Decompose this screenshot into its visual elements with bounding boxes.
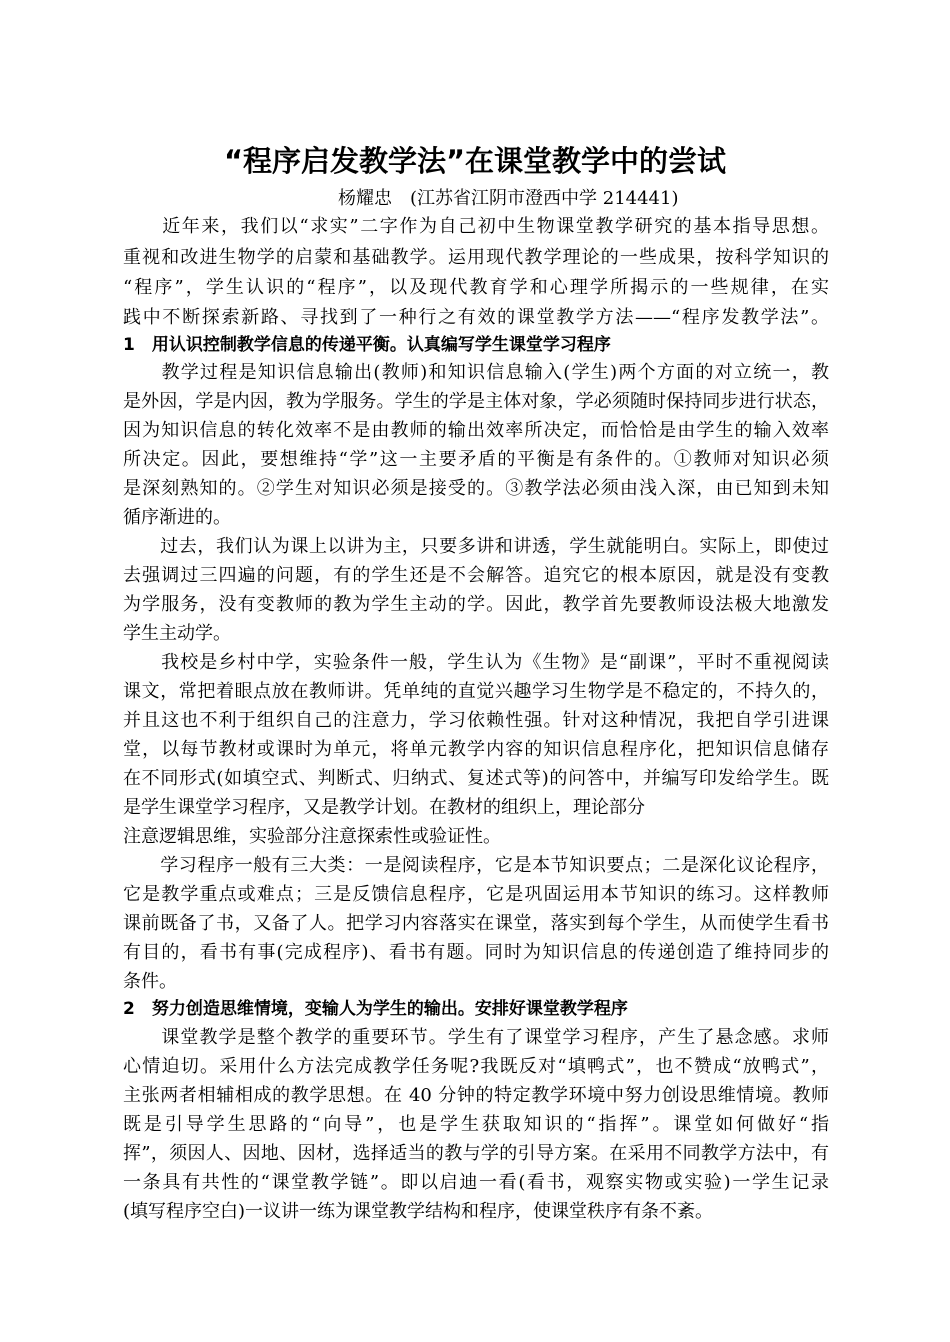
- paragraph-line: 过去，我们认为课上以讲为主，只要多讲和讲透，学生就能明白。实际上，即使过: [123, 536, 829, 557]
- paragraph-line: “程序”，学生认识的“程序”，以及现代教育学和心理学所揭示的一些规律，在实: [123, 277, 829, 298]
- paragraph-line: 去强调过三四遍的问题，有的学生还是不会解答。追究它的根本原因，就是没有变教: [123, 565, 829, 586]
- paragraph-line: 为学服务，没有变教师的教为学生主动的学。因此，教学首先要教师设法极大地激发: [123, 594, 829, 615]
- paragraph-line: 堂，以每节教材或课时为单元，将单元教学内容的知识信息程序化，把知识信息储存: [123, 739, 829, 760]
- paragraph-line: 教学过程是知识信息输出(教师)和知识信息输入(学生)两个方面的对立统一，教: [123, 362, 829, 383]
- paragraph-line: 并且这也不利于组织自己的注意力，学习依赖性强。针对这种情况，我把自学引进课: [123, 710, 829, 731]
- paragraph-line: 条件。: [123, 971, 177, 992]
- section-heading-2: 2 努力创造思维情境，变输人为学生的输出。安排好课堂教学程序: [123, 999, 628, 1019]
- paragraph-line: 课堂教学是整个教学的重要环节。学生有了课堂学习程序，产生了悬念感。求师: [123, 1027, 829, 1048]
- paragraph-line: 重视和改进生物学的启蒙和基础教学。运用现代教学理论的一些成果，按科学知识的: [123, 247, 829, 268]
- paragraph-line: 课文，常把着眼点放在教师讲。凭单纯的直觉兴趣学习生物学是不稳定的，不持久的，: [123, 681, 829, 702]
- section-heading-1: 1 用认识控制教学信息的传递平衡。认真编写学生课堂学习程序: [123, 335, 611, 355]
- paragraph-line: 循序渐进的。: [123, 507, 231, 528]
- paragraph-line: 有目的，看书有事(完成程序)、看书有题。同时为知识信息的传递创造了维持同步的: [123, 942, 829, 963]
- paragraph-line: 注意逻辑思维，实验部分注意探索性或验证性。: [123, 826, 501, 847]
- paragraph-line: 挥”，须因人、因地、因材，选择适当的教与学的引导方案。在采用不同教学方法中，有: [123, 1143, 829, 1164]
- paragraph-line: 近年来，我们以“求实”二字作为自己初中生物课堂教学研究的基本指导思想。: [123, 216, 829, 237]
- paragraph-line: 学生主动学。: [123, 623, 231, 644]
- author-byline: 杨耀忠 (江苏省江阴市澄西中学 214441): [338, 188, 679, 209]
- paragraph-line: 是外因，学是内因，教为学服务。学生的学是主体对象，学必须随时保持同步进行状态，: [123, 391, 829, 412]
- paragraph-line: 践中不断探索新路、寻找到了一种行之有效的课堂教学方法——“程序发教学法”。: [123, 307, 829, 328]
- paragraph-line: 学习程序一般有三大类：一是阅读程序，它是本节知识要点；二是深化议论程序，: [123, 855, 829, 876]
- paragraph-line: 主张两者相辅相成的教学思想。在 40 分钟的特定教学环境中努力创设思维情境。教师: [123, 1085, 829, 1106]
- paragraph-line: 所决定。因此，要想维持“学”这一主要矛盾的平衡是有条件的。①教师对知识必须: [123, 449, 829, 470]
- paragraph-line: 它是教学重点或难点；三是反馈信息程序，它是巩固运用本节知识的练习。这样教师: [123, 884, 829, 905]
- paragraph-line: 是深刻熟知的。②学生对知识必须是接受的。③教学法必须由浅入深，由已知到未知: [123, 478, 829, 499]
- paragraph-line: 在不同形式(如填空式、判断式、归纳式、复述式等)的问答中，并编写印发给学生。既: [123, 768, 829, 789]
- paragraph-line: 是学生课堂学习程序，又是教学计划。在教材的组织上，理论部分: [123, 797, 645, 818]
- paragraph-line: 因为知识信息的转化效率不是由教师的输出效率所决定，而恰恰是由学生的输入效率: [123, 420, 829, 441]
- paragraph-line: 既是引导学生思路的“向导”，也是学生获取知识的“指挥”。课堂如何做好“指: [123, 1114, 829, 1135]
- paragraph-line: (填写程序空白)一议讲一练为课堂教学结构和程序，使课堂秩序有条不紊。: [123, 1201, 714, 1222]
- paragraph-line: 心情迫切。采用什么方法完成教学任务呢?我既反对“填鸭式”，也不赞成“放鸭式”，: [123, 1056, 829, 1077]
- paragraph-line: 我校是乡村中学，实验条件一般，学生认为《生物》是“副课”，平时不重视阅读: [123, 652, 829, 673]
- paragraph-line: 一条具有共性的“课堂教学链”。即以启迪一看(看书，观察实物或实验)一学生记录: [123, 1172, 829, 1193]
- paragraph-line: 课前既备了书，又备了人。把学习内容落实在课堂，落实到每个学生，从而使学生看书: [123, 913, 829, 934]
- document-title: “程序启发教学法”在课堂教学中的尝试: [223, 144, 727, 178]
